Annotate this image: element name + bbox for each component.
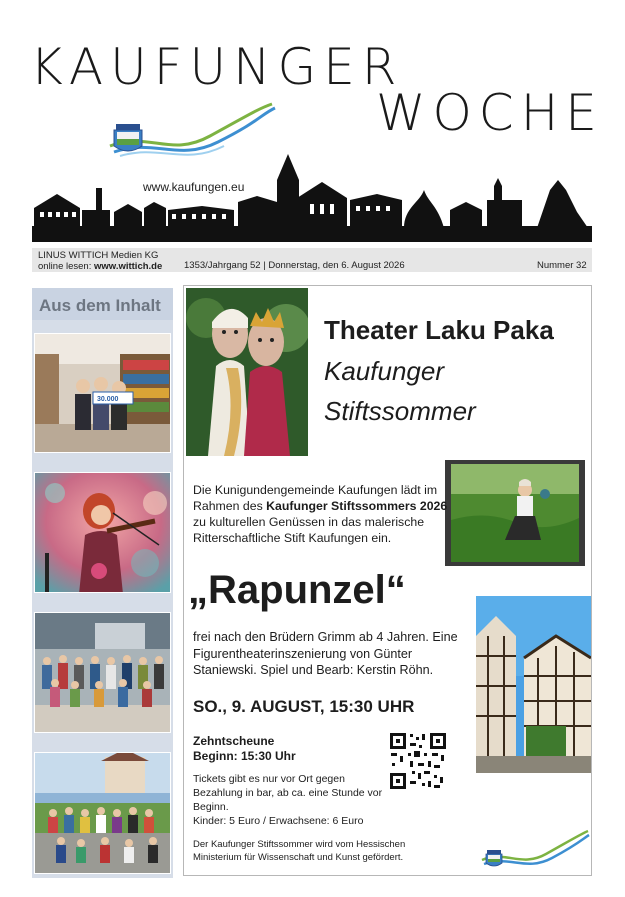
poster-intro-text bbox=[193, 482, 449, 546]
masthead-title-line2: WOCHE bbox=[376, 84, 604, 142]
start-time: Beginn: 15:30 Uhr bbox=[193, 749, 296, 763]
performer-photo bbox=[445, 460, 585, 566]
kids-group-photo bbox=[35, 753, 171, 874]
online-url-link[interactable]: www.wittich.de bbox=[94, 261, 163, 272]
poster-theater-name: Theater Laku Paka bbox=[324, 315, 554, 345]
online-label: online lesen: bbox=[38, 261, 92, 272]
thumbnail-bookstore-donation[interactable] bbox=[34, 333, 171, 453]
ticket-info bbox=[193, 772, 383, 828]
online-info bbox=[38, 261, 162, 272]
half-timbered-house-photo bbox=[476, 596, 591, 773]
thumbnail-violinist[interactable] bbox=[34, 472, 171, 593]
poster-event-line2: Stiftssommer bbox=[324, 396, 476, 426]
funding-note: Der Kaufunger Stiftssommer wird vom Hessischen Ministerium für Wissenschaft und Kunst gefördert. bbox=[193, 839, 406, 863]
intro-part2: zu kulturellen Genüssen in das malerische Ritterschaftliche Stift Kaufungen ein. bbox=[193, 515, 425, 545]
ticket-text: Tickets gibt es nur vor Ort gegen Bezahlung in bar, ab ca. eine Stunde vor Beginn. bbox=[193, 773, 383, 813]
issue-number: Nummer 32 bbox=[537, 260, 587, 271]
violinist-photo bbox=[35, 473, 171, 593]
intro-bold: Kaufunger Stiftssommers 2026 bbox=[266, 499, 448, 513]
poster-logo-icon bbox=[476, 826, 591, 872]
venue-info bbox=[193, 734, 296, 764]
event-date: SO., 9. AUGUST, 15:30 UHR bbox=[193, 697, 415, 716]
play-title: „Rapunzel“ bbox=[188, 568, 406, 612]
ticket-prices: Kinder: 5 Euro / Erwachsene: 6 Euro bbox=[193, 815, 364, 827]
masthead-website: www.kaufungen.eu bbox=[143, 180, 245, 194]
play-description: frei nach den Brüdern Grimm ab 4 Jahren. Eine Figurentheaterinszenierung von Günter Staniewski. Spiel und Bearb: Kerstin Röhn. bbox=[193, 630, 458, 677]
puppets-photo bbox=[186, 288, 308, 456]
publisher-name: LINUS WITTICH Medien KG bbox=[38, 250, 159, 261]
town-skyline-icon bbox=[32, 150, 592, 242]
thumbnail-group-photo[interactable] bbox=[34, 612, 171, 733]
publisher-info bbox=[38, 250, 162, 272]
thumbnail-kids-group[interactable] bbox=[34, 752, 171, 874]
qr-code-icon[interactable] bbox=[388, 731, 448, 791]
issue-date: 1353/Jahrgang 52 | Donnerstag, den 6. August 2026 bbox=[184, 260, 405, 271]
venue-name: Zehntscheune bbox=[193, 734, 275, 748]
intro-part1: Die Kunigundengemeinde Kaufungen lädt im Rahmen des bbox=[193, 483, 438, 513]
group-photo bbox=[35, 613, 171, 733]
contents-title: Aus dem Inhalt bbox=[39, 296, 161, 315]
poster-event-line1: Kaufunger bbox=[324, 356, 444, 386]
donation-sign-text: 30.000 bbox=[97, 396, 119, 403]
masthead-title-line1: KAUFUNGER bbox=[30, 38, 404, 96]
bookstore-photo bbox=[35, 334, 171, 453]
